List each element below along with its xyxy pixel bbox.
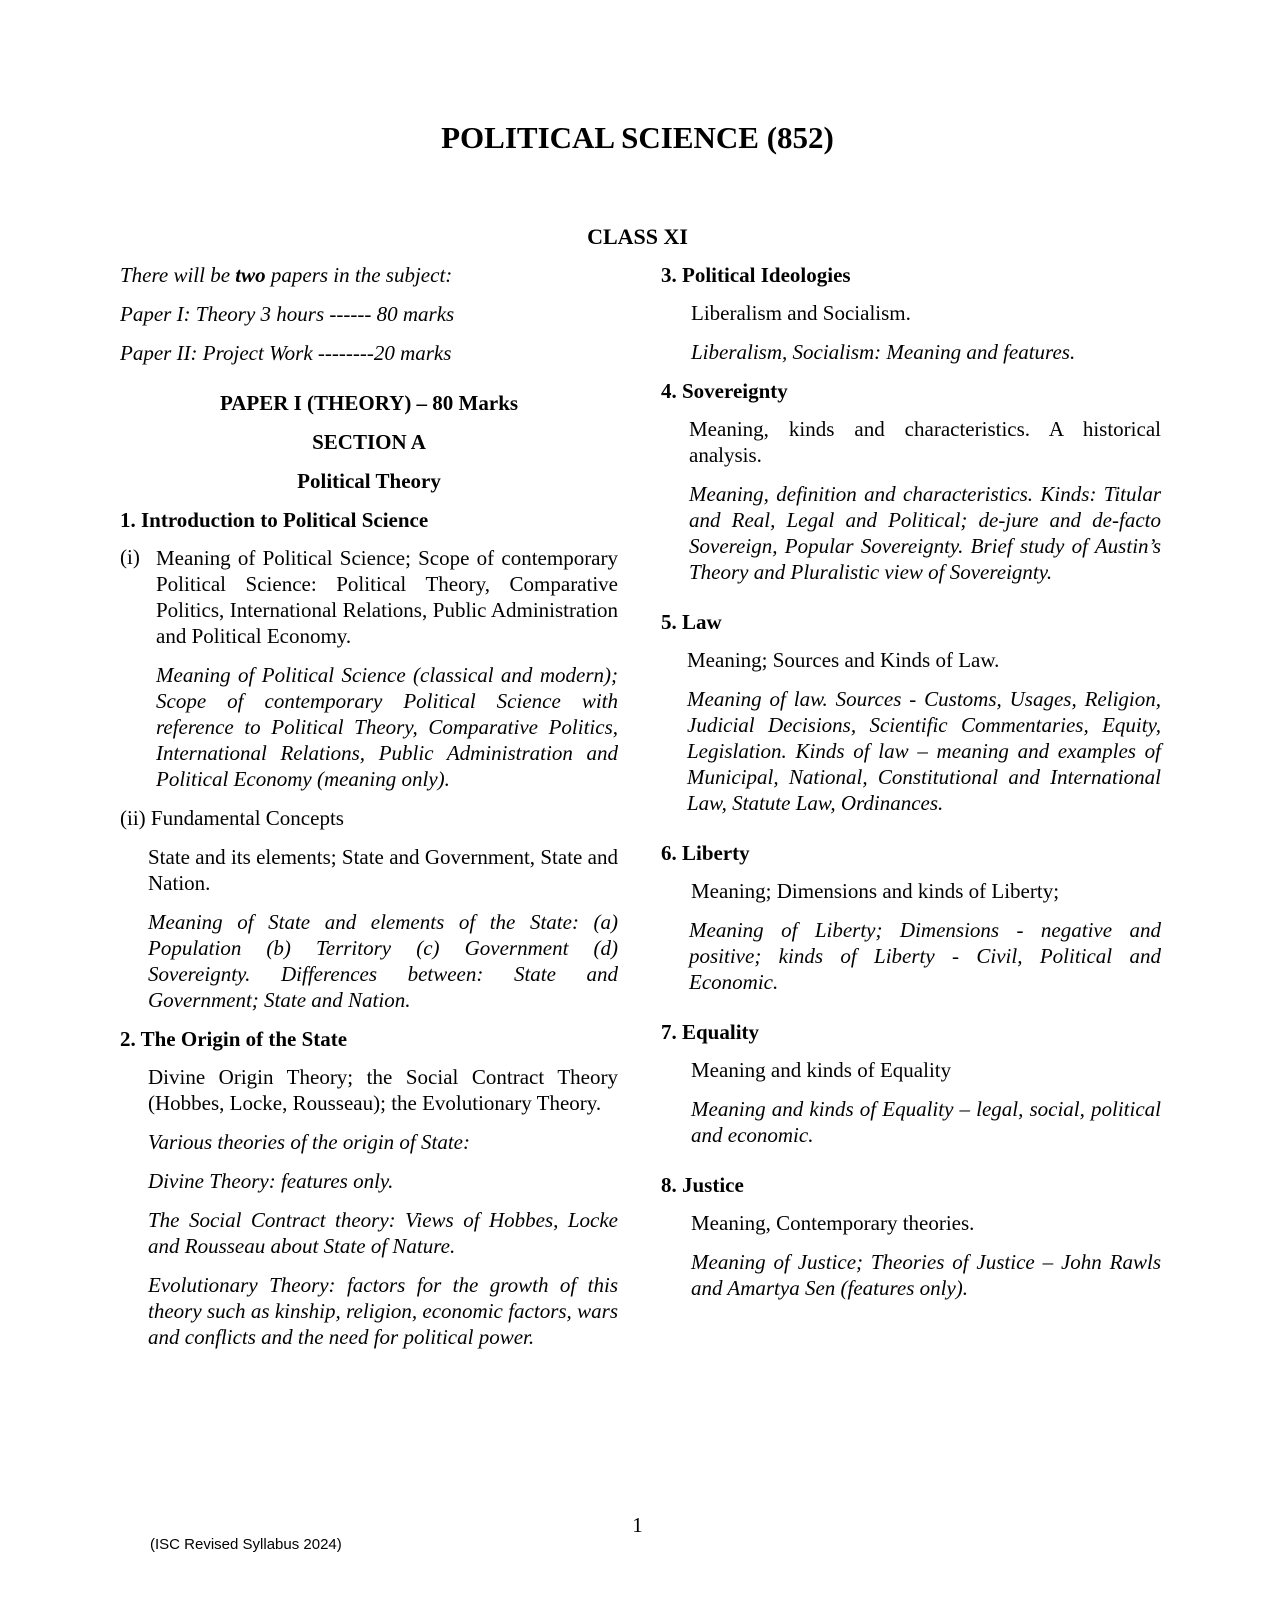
topic-2-detail-3: The Social Contract theory: Views of Hobbes, Locke and Rousseau about State of Nature. bbox=[148, 1208, 618, 1258]
topic-5-heading: 5. Law bbox=[661, 610, 722, 634]
intro-pre: There will be bbox=[120, 263, 236, 287]
topic-4-text: Meaning, kinds and characteristics. A historical analysis. bbox=[689, 417, 1161, 467]
paper-heading: PAPER I (THEORY) – 80 Marks bbox=[219, 391, 519, 415]
footer-note: (ISC Revised Syllabus 2024) bbox=[150, 1536, 342, 1553]
topic-7-heading: 7. Equality bbox=[661, 1020, 760, 1044]
topic-8-text: Meaning, Contemporary theories. bbox=[691, 1211, 975, 1235]
topic-1-sub-i bbox=[120, 545, 618, 649]
topic-8-detail: Meaning of Justice; Theories of Justice – John Rawls and Amartya Sen (features only). bbox=[691, 1250, 1161, 1300]
section-heading: SECTION A bbox=[312, 430, 426, 454]
topic-5-text: Meaning; Sources and Kinds of Law. bbox=[687, 648, 1000, 672]
topic-2-detail-4: Evolutionary Theory: factors for the growth of this theory such as kinship, religion, economic factors, wars and conflicts and the need for political power. bbox=[148, 1273, 618, 1349]
topic-4-detail: Meaning, definition and characteristics. Kinds: Titular and Real, Legal and Political; de-jure and de-facto Sovereign, Popular Sovereignty. Brief study of Austin’s Theory and Pluralistic view of Sovereignty. bbox=[689, 482, 1161, 584]
topic-2-text: Divine Origin Theory; the Social Contract Theory (Hobbes, Locke, Rousseau); the Evolutionary Theory. bbox=[148, 1065, 618, 1115]
topic-8-heading: 8. Justice bbox=[661, 1173, 744, 1197]
topic-3-text: Liberalism and Socialism. bbox=[691, 301, 911, 325]
sub-ii-heading: (ii) Fundamental Concepts bbox=[120, 806, 344, 830]
left-column bbox=[120, 262, 618, 1350]
sub-i-text: Meaning of Political Science; Scope of contemporary Political Science: Political Theory, Comparative Politics, International Relations, Public Administration and Political Economy. bbox=[156, 546, 618, 648]
topic-3-detail: Liberalism, Socialism: Meaning and features. bbox=[691, 340, 1076, 364]
sub-ii-text: State and its elements; State and Government, State and Nation. bbox=[148, 845, 618, 895]
topic-6-heading: 6. Liberty bbox=[661, 841, 750, 865]
intro-post: papers in the subject: bbox=[265, 263, 453, 287]
intro-bold: two bbox=[235, 263, 266, 287]
topic-6-text: Meaning; Dimensions and kinds of Liberty; bbox=[691, 879, 1060, 903]
paper1-line: Paper I: Theory 3 hours ------ 80 marks bbox=[120, 302, 455, 326]
page-number: 1 bbox=[632, 1513, 643, 1537]
topic-6-detail: Meaning of Liberty; Dimensions - negative and positive; kinds of Liberty - Civil, Political and Economic. bbox=[689, 918, 1161, 994]
page-title: POLITICAL SCIENCE (852) bbox=[441, 120, 834, 155]
sub-i-label: (i) bbox=[120, 545, 140, 569]
right-column bbox=[661, 262, 1161, 1301]
topic-5-detail: Meaning of law. Sources - Customs, Usages, Religion, Judicial Decisions, Scientific Commentaries, Equity, Legislation. Kinds of law – meaning and examples of Municipal, National, Constitutional and International Law, Statute Law, Ordinances. bbox=[687, 687, 1161, 815]
class-heading: CLASS XI bbox=[587, 224, 688, 249]
topic-2-detail-2: Divine Theory: features only. bbox=[148, 1169, 394, 1193]
sub-ii-detail: Meaning of State and elements of the State: (a) Population (b) Territory (c) Government (d) Sovereignty. Differences between: State and Government; State and Nation. bbox=[148, 910, 618, 1012]
topic-2-heading: 2. The Origin of the State bbox=[120, 1027, 348, 1051]
topic-4-heading: 4. Sovereignty bbox=[661, 379, 788, 403]
topic-2-detail-1: Various theories of the origin of State: bbox=[148, 1130, 470, 1154]
topic-3-heading: 3. Political Ideologies bbox=[661, 263, 851, 287]
paper2-line: Paper II: Project Work --------20 marks bbox=[120, 341, 452, 365]
topic-7-text: Meaning and kinds of Equality bbox=[691, 1058, 952, 1082]
topic-1-heading: 1. Introduction to Political Science bbox=[120, 508, 429, 532]
section-subheading: Political Theory bbox=[297, 469, 441, 493]
intro-line bbox=[120, 262, 618, 288]
sub-i-detail: Meaning of Political Science (classical and modern); Scope of contemporary Political Science with reference to Political Theory, Comparative Politics, International Relations, Public Administration and Political Economy (meaning only). bbox=[156, 663, 618, 791]
topic-7-detail: Meaning and kinds of Equality – legal, social, political and economic. bbox=[691, 1097, 1161, 1147]
